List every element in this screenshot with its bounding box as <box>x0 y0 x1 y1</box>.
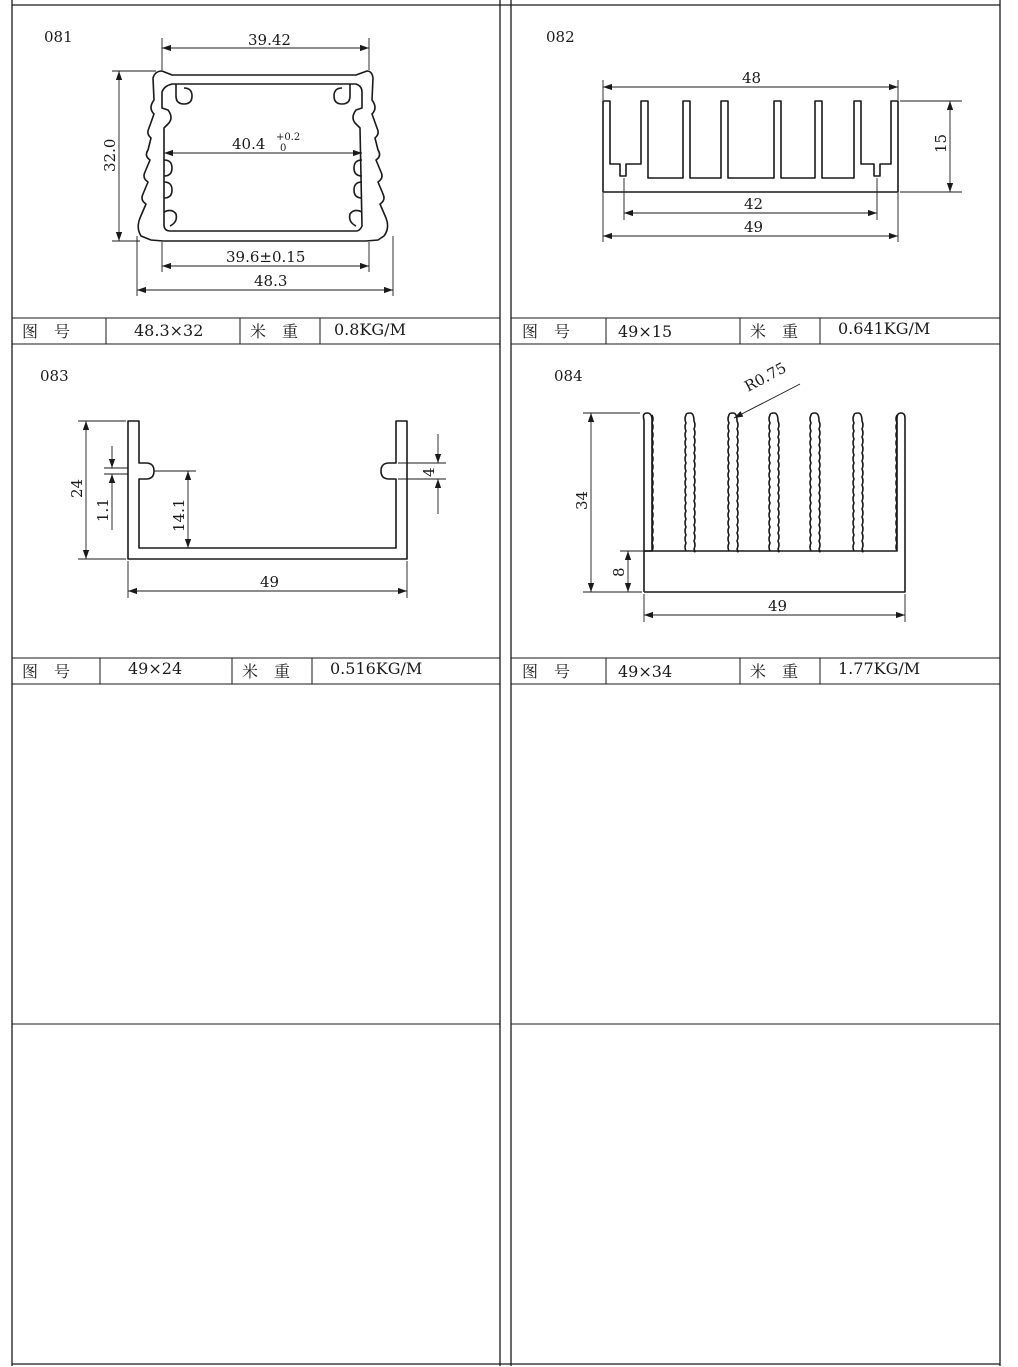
model-value: 49×15 <box>618 322 673 341</box>
dim-top: 48 <box>742 69 762 87</box>
model-value: 49×24 <box>128 659 183 678</box>
weight-value: 1.77KG/M <box>838 659 921 678</box>
dim-bottom-inner: 39.6±0.15 <box>226 248 306 266</box>
dim-groove: 1.1 <box>94 498 112 522</box>
panel-083 <box>40 367 446 598</box>
weight-label: 米 重 <box>242 662 291 681</box>
info-bar-083 <box>22 659 422 681</box>
drawing-number: 081 <box>44 28 73 46</box>
panel-084 <box>554 359 905 622</box>
model-label: 图 号 <box>22 322 71 341</box>
dimension-lines <box>583 384 905 622</box>
weight-value: 0.516KG/M <box>330 659 423 678</box>
dim-tolerance-lower: 0 <box>280 143 287 154</box>
model-value: 49×34 <box>618 662 673 681</box>
dim-height: 24 <box>68 478 86 498</box>
dim-inner: 42 <box>744 195 764 213</box>
dim-groove-height: 14.1 <box>170 498 188 532</box>
dim-tolerance-upper: +0.2 <box>276 132 301 143</box>
dim-radius: R0.75 <box>741 358 790 396</box>
drawing-number: 083 <box>40 367 69 385</box>
heatsink-fin <box>769 413 779 552</box>
dimension-lines <box>78 421 446 598</box>
weight-label: 米 重 <box>750 322 799 341</box>
dim-inner-width: 40.4 <box>232 135 266 153</box>
weight-label: 米 重 <box>250 322 299 341</box>
info-bar-082 <box>522 319 930 341</box>
profile-outline <box>128 421 407 559</box>
profile-outline <box>643 413 905 592</box>
profile-outline <box>603 101 898 192</box>
heatsink-fin <box>810 413 820 552</box>
heatsink-fin <box>685 413 695 552</box>
dim-top-width: 39.42 <box>248 31 291 49</box>
weight-value: 0.8KG/M <box>334 320 406 339</box>
panel-082 <box>546 28 962 242</box>
weight-value: 0.641KG/M <box>838 319 931 338</box>
heatsink-fin <box>728 413 738 552</box>
dim-overall-width: 48.3 <box>254 272 288 290</box>
dim-height: 15 <box>932 133 950 153</box>
model-label: 图 号 <box>522 662 571 681</box>
info-bar-081 <box>22 320 406 341</box>
profile-outline <box>138 71 387 241</box>
drawing-number: 082 <box>546 28 575 46</box>
dim-overall: 49 <box>744 218 764 236</box>
model-value: 48.3×32 <box>134 321 204 340</box>
heatsink-fin <box>853 413 863 552</box>
sheet-grid <box>12 0 1000 1366</box>
dim-slot: 4 <box>420 467 438 477</box>
model-label: 图 号 <box>22 662 71 681</box>
info-bar-084 <box>522 659 920 681</box>
model-label: 图 号 <box>522 322 571 341</box>
dim-width: 49 <box>768 597 788 615</box>
dim-base: 8 <box>610 567 628 577</box>
dim-height: 34 <box>573 490 591 510</box>
dim-height: 32.0 <box>101 138 119 172</box>
panel-081 <box>44 28 393 296</box>
dim-width: 49 <box>260 573 280 591</box>
weight-label: 米 重 <box>750 662 799 681</box>
drawing-number: 084 <box>554 367 583 385</box>
dimension-lines <box>603 80 962 242</box>
